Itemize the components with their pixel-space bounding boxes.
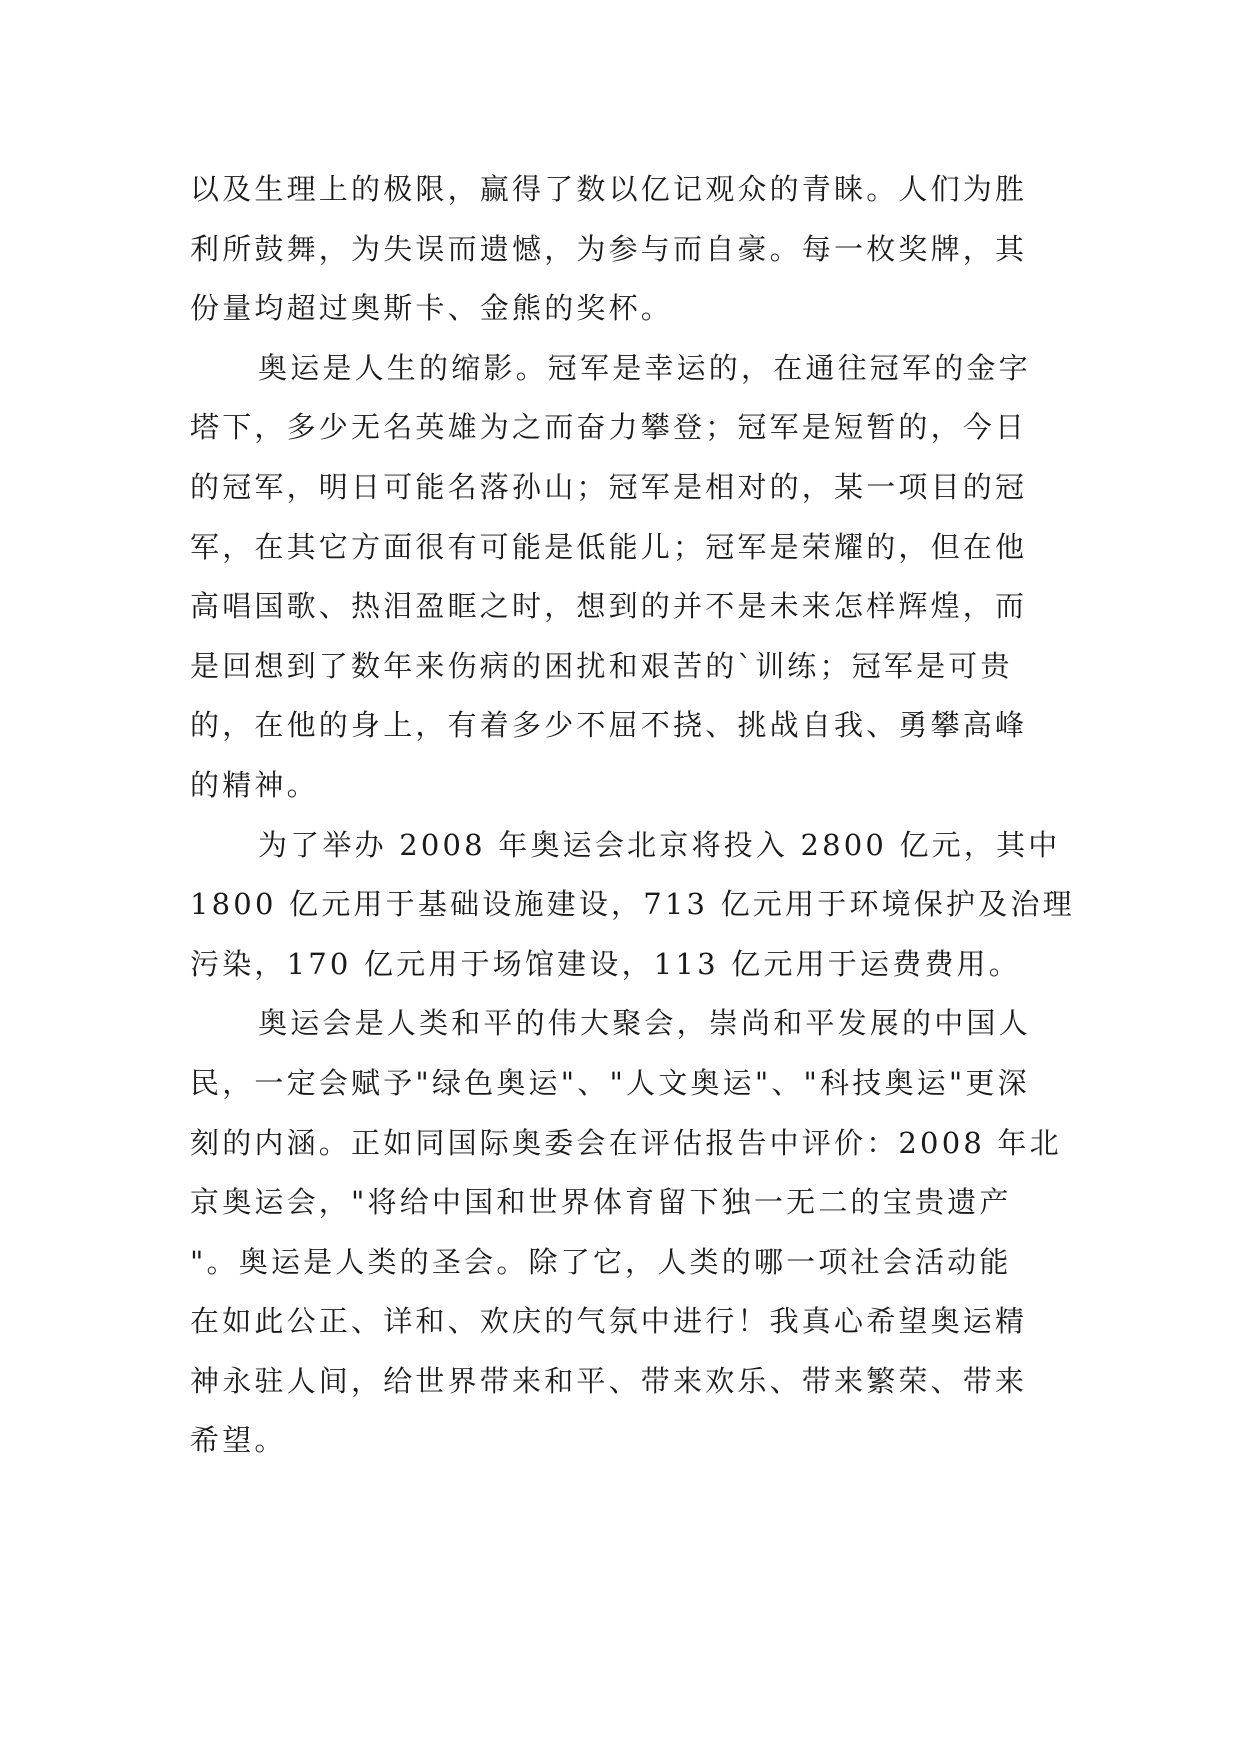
text-line: 高唱国歌、热泪盈眶之时，想到的并不是未来怎样辉煌，而 [190, 589, 1028, 624]
text-line: 军，在其它方面很有可能是低能儿；冠军是荣耀的，但在他 [190, 529, 1028, 564]
text-line: 希望。 [190, 1423, 287, 1458]
text-line: 奥运是人生的缩影。冠军是幸运的，在通往冠军的金字 [258, 350, 1031, 385]
text-line: 利所鼓舞，为失误而遗憾，为参与而自豪。每一枚奖牌，其 [190, 231, 1028, 266]
text-line: 的，在他的身上，有着多少不屈不挠、挑战自我、勇攀高峰 [190, 708, 1028, 743]
text-line: 塔下，多少无名英雄为之而奋力攀登；冠军是短暂的，今日 [190, 410, 1028, 445]
text-line: 的冠军，明日可能名落孙山；冠军是相对的，某一项目的冠 [190, 469, 1028, 504]
document-body [190, 160, 1075, 1471]
text-line: 刻的内涵。正如同国际奥委会在评估报告中评价：2008 年北 [190, 1125, 1062, 1160]
text-line: 在如此公正、详和、欢庆的气氛中进行！我真心希望奥运精 [190, 1304, 1028, 1339]
text-line: 的精神。 [190, 767, 319, 802]
text-line: 奥运会是人类和平的伟大聚会，崇尚和平发展的中国人 [258, 1006, 1031, 1041]
text-line: 是回想到了数年来伤病的困扰和艰苦的`训练；冠军是可贵 [190, 648, 1013, 683]
text-line: "。奥运是人类的圣会。除了它，人类的哪一项社会活动能 [190, 1244, 1012, 1279]
text-line: 神永驻人间，给世界带来和平、带来欢乐、带来繁荣、带来 [190, 1363, 1028, 1398]
text-line: 污染，170 亿元用于场馆建设，113 亿元用于运费费用。 [190, 946, 1021, 981]
text-line: 民，一定会赋予"绿色奥运"、"人文奥运"、"科技奥运"更深 [190, 1065, 1030, 1100]
text-line: 以及生理上的极限，赢得了数以亿记观众的青睐。人们为胜 [190, 172, 1028, 206]
text-line: 为了举办 2008 年奥运会北京将投入 2800 亿元，其中 [258, 827, 1061, 862]
text-line: 份量均超过奥斯卡、金熊的奖杯。 [190, 291, 674, 326]
text-line: 1800 亿元用于基础设施建设，713 亿元用于环境保护及治理 [190, 887, 1075, 922]
text-line: 京奥运会，"将给中国和世界体育留下独一无二的宝贵遗产 [190, 1185, 1012, 1220]
